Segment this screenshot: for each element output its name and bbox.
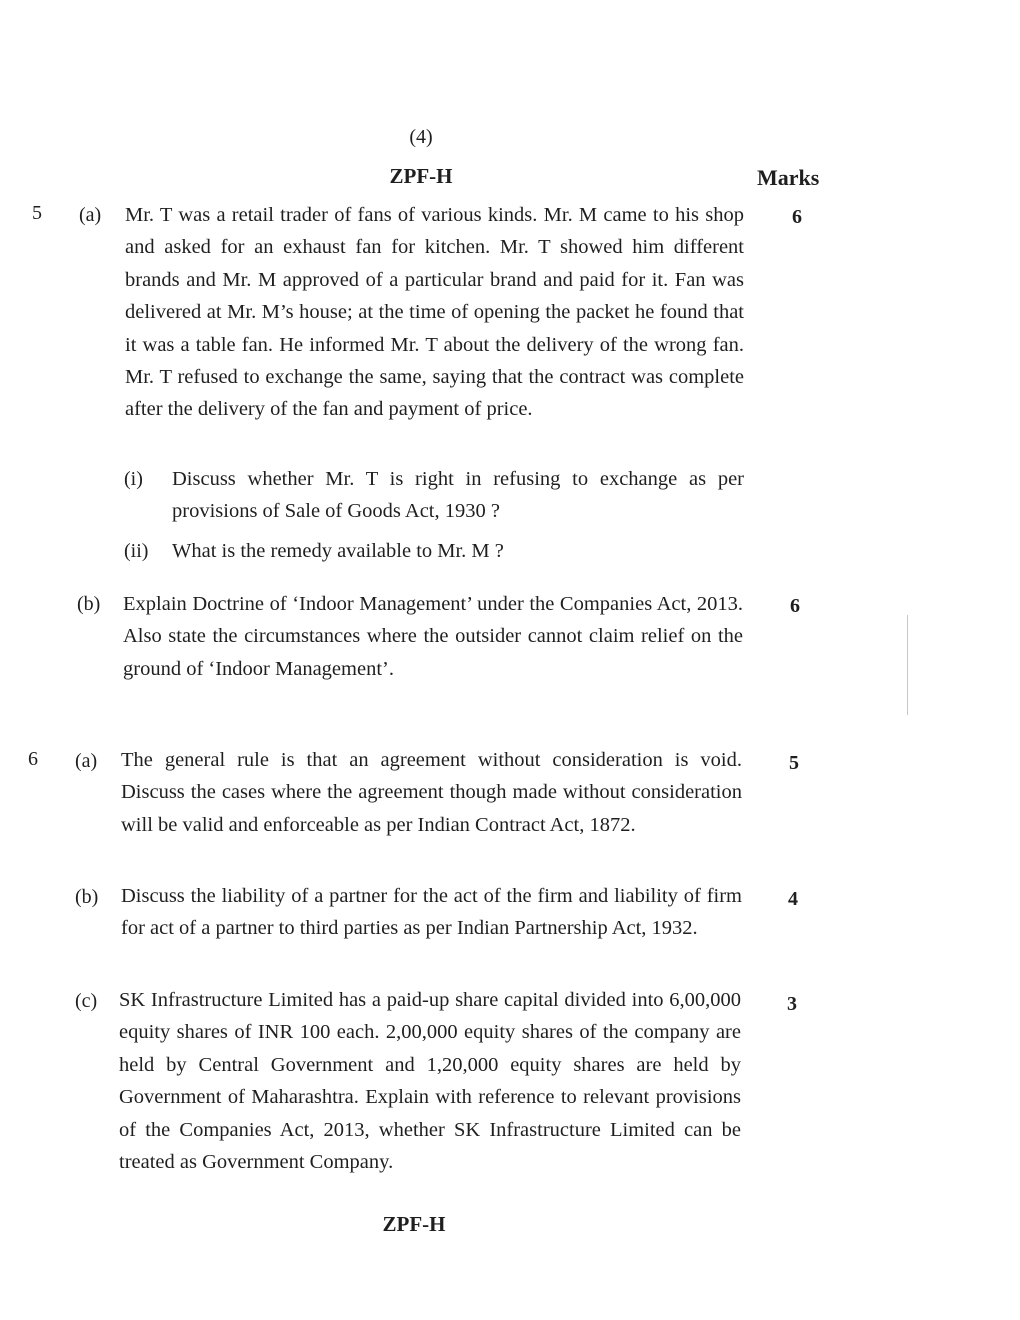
question-5b-label: (b) — [77, 593, 101, 615]
question-5b-text: Explain Doctrine of ‘Indoor Management’ under the Companies Act, 2013. Also state the circumstances where the outsider cannot claim relief on the ground of ‘Indoor Management’. — [123, 593, 743, 680]
question-5a-text: Mr. T was a retail trader of fans of various kinds. Mr. M came to his shop and asked for an exhaust fan for kitchen. Mr. T showed him different brands and Mr. M approved of a particular brand and paid for it. Fan was delivered at Mr. M’s house; at the time of opening the packet he found that it was a table fan. He informed Mr. T about the delivery of the wrong fan. Mr. T refused to exchange the same, saying that the contract was complete after the delivery of the fan and payment of price. — [125, 204, 744, 421]
marks-column-header: Marks — [757, 165, 820, 190]
question-6c-text: SK Infrastructure Limited has a paid-up share capital divided into 6,00,000 equity shares of INR 100 each. 2,00,000 equity shares of the company are held by Central Government and 1,20,000 equity shares are held by Government of Maharashtra. Explain with reference to relevant provisions of the Companies Act, 2013, whether SK Infrastructure Limited can be treated as Government Company. — [119, 989, 741, 1174]
question-6c-label: (c) — [75, 990, 98, 1012]
question-5a-marks: 6 — [792, 206, 802, 228]
question-6a-text: The general rule is that an agreement without consideration is void. Discuss the cases where the agreement though made without consideration will be valid and enforceable as per Indian Contract Act, 1872. — [121, 749, 742, 836]
paper-code-footer: ZPF-H — [382, 1212, 446, 1236]
question-6b-marks: 4 — [788, 888, 798, 910]
question-5b-marks: 6 — [790, 595, 800, 617]
question-6b-text: Discuss the liability of a partner for the act of the firm and liability of firm for act of a partner to third parties as per Indian Partnership Act, 1932. — [121, 885, 742, 940]
question-5a-ii-text: What is the remedy available to Mr. M ? — [172, 540, 504, 562]
question-5a-ii-label: (ii) — [124, 540, 149, 562]
question-6b-label: (b) — [75, 886, 99, 908]
paper-code-header: ZPF-H — [389, 164, 453, 188]
margin-line — [907, 615, 908, 715]
page-number: (4) — [409, 126, 433, 148]
question-5a-label: (a) — [79, 204, 102, 226]
question-6a-marks: 5 — [789, 752, 799, 774]
question-5a-i-label: (i) — [124, 468, 143, 490]
question-number-6: 6 — [28, 748, 38, 770]
question-number-5: 5 — [32, 202, 42, 224]
question-6c-marks: 3 — [787, 993, 797, 1015]
question-5a-i-text: Discuss whether Mr. T is right in refusing to exchange as per provisions of Sale of Goods Act, 1930 ? — [172, 468, 744, 522]
question-6a-label: (a) — [75, 750, 98, 772]
